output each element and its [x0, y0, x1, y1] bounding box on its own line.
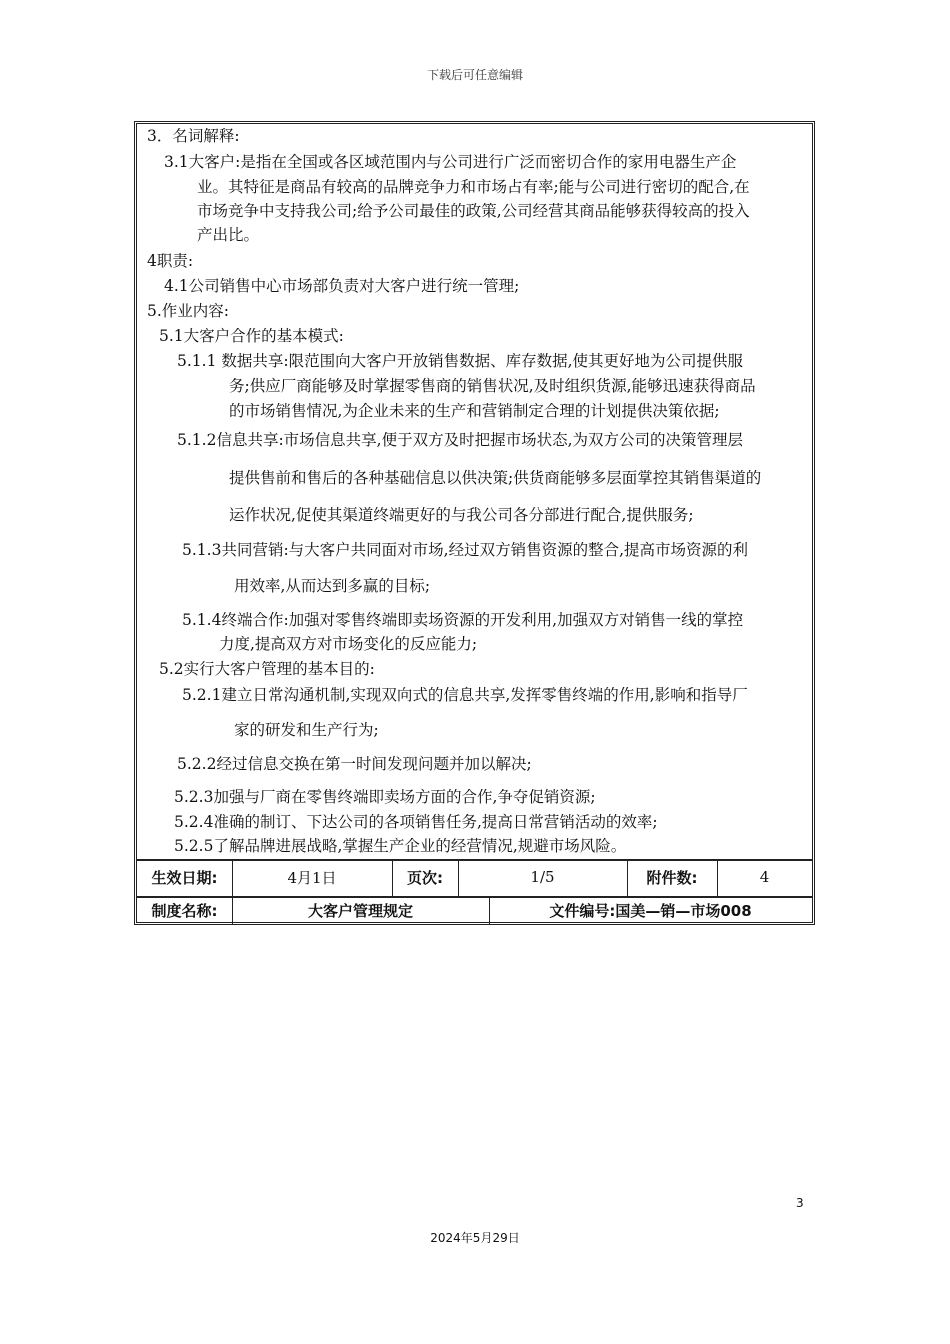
body-line: 4.1公司销售中心市场部负责对大客户进行统一管理;: [164, 277, 520, 295]
attachments-label: 附件数:: [646, 868, 698, 887]
effective-date-value: 4月1日: [287, 868, 337, 887]
body-line: 3.1大客户:是指在全国或各区域范围内与公司进行广泛而密切合作的家用电器生产企: [164, 153, 737, 171]
section-3-heading: 3．名词解释:: [147, 127, 240, 145]
body-line: 家的研发和生产行为;: [234, 721, 379, 739]
regulation-name-label: 制度名称:: [151, 902, 218, 920]
body-line: 5.2.4准确的制订、下达公司的各项销售任务,提高日常营销活动的效率;: [174, 813, 658, 831]
document-frame: [134, 121, 815, 925]
body-line: 5.1.4终端合作:加强对零售终端即卖场资源的开发利用,加强双方对销售一线的掌控: [182, 611, 744, 629]
page-value: 1/5: [530, 868, 555, 886]
section-5-heading: 5.作业内容:: [147, 302, 230, 320]
section-4-heading: 4职责:: [147, 252, 194, 270]
body-line: 的市场销售情况,为企业未来的生产和营销制定合理的计划提供决策依据;: [229, 402, 720, 420]
page-label: 页次:: [407, 868, 443, 887]
header-note: 下载后可任意编辑: [426, 68, 523, 82]
body-line: 5.1.1 数据共享:限范围向大客户开放销售数据、库存数据,使其更好地为公司提供服: [177, 352, 744, 370]
body-line: 市场竞争中支持我公司;给予公司最佳的政策,公司经营其商品能够获得较高的投入: [197, 202, 750, 220]
body-line: 5.2.1建立日常沟通机制,实现双向式的信息共享,发挥零售终端的作用,影响和指导厂: [182, 686, 748, 704]
body-line: 产出比。: [197, 226, 260, 244]
body-line: 业。其特征是商品有较高的品牌竞争力和市场占有率;能与公司进行密切的配合,在: [197, 178, 750, 196]
document-body: [137, 124, 812, 859]
attachments-value: 4: [759, 868, 770, 886]
body-line: 5.2.3加强与厂商在零售终端即卖场方面的合作,争夺促销资源;: [174, 788, 596, 806]
page-number: 3: [796, 1196, 804, 1210]
body-line: 5.1.2信息共享:市场信息共享,便于双方及时把握市场状态,为双方公司的决策管理层: [177, 431, 744, 449]
body-line: 运作状况,促使其渠道终端更好的与我公司各分部进行配合,提供服务;: [229, 506, 694, 524]
body-line: 用效率,从而达到多赢的目标;: [234, 577, 431, 595]
effective-date-label: 生效日期:: [151, 868, 218, 887]
body-line: 5.1.3共同营销:与大客户共同面对市场,经过双方销售资源的整合,提高市场资源的利: [182, 541, 749, 559]
body-line: 5.2.5了解品牌进展战略,掌握生产企业的经营情况,规避市场风险。: [174, 837, 627, 855]
document-number: 文件编号:国美—销—市场008: [549, 902, 752, 920]
subsection-heading: 5.1大客户合作的基本模式:: [159, 327, 344, 345]
regulation-name-value: 大客户管理规定: [307, 902, 413, 920]
body-line: 提供售前和售后的各种基础信息以供决策;供货商能够多层面掌控其销售渠道的: [229, 469, 762, 487]
body-line: 务;供应厂商能够及时掌握零售商的销售状况,及时组织货源,能够迅速获得商品: [229, 377, 756, 395]
body-line: 力度,提高双方对市场变化的反应能力;: [219, 635, 478, 653]
body-line: 5.2.2经过信息交换在第一时间发现问题并加以解决;: [177, 755, 532, 773]
subsection-heading: 5.2实行大客户管理的基本目的:: [159, 660, 375, 678]
footer-date: 2024年5月29日: [430, 1231, 520, 1245]
